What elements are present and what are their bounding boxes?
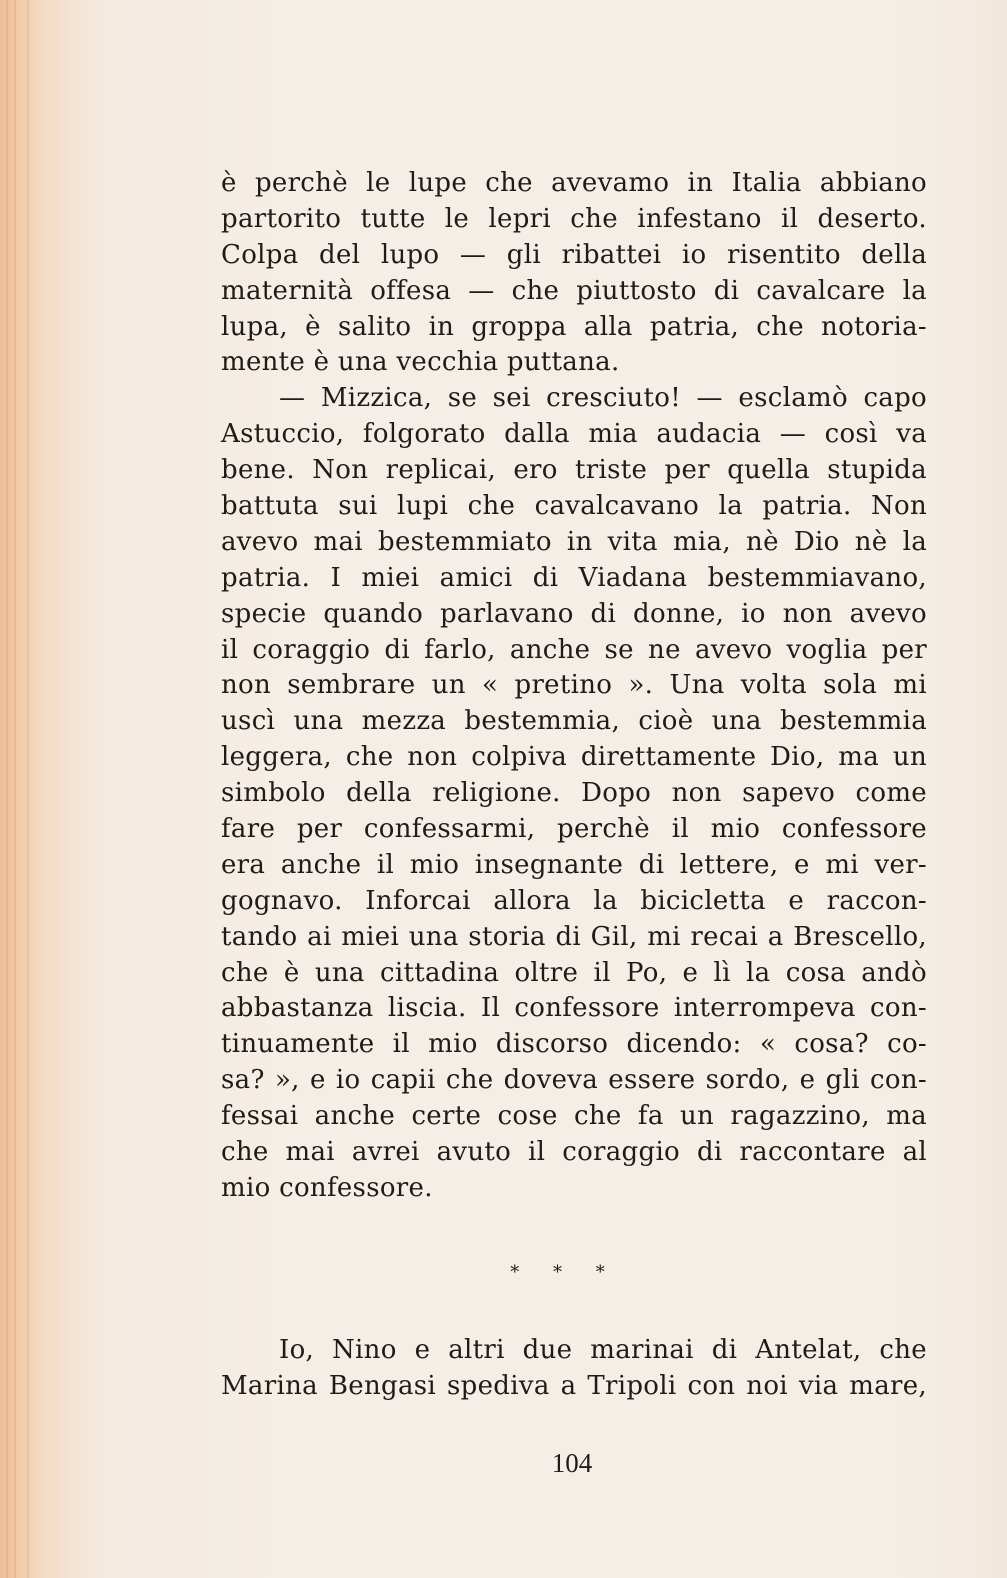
text-line: era anche il mio insegnante di lettere, e mi ver-	[221, 849, 927, 880]
text-line: non sembrare un « pretino ». Una volta sola mi	[221, 670, 927, 701]
text-line: specie quando parlavano di donne, io non avevo	[221, 598, 927, 629]
text-line: tando ai miei una storia di Gil, mi recai a Brescello,	[221, 921, 927, 952]
text-line: maternità offesa — che piuttosto di cavalcare la	[221, 275, 927, 306]
body-text	[221, 166, 927, 1207]
text-line: Colpa del lupo — gli ribattei io risentito della	[221, 239, 927, 270]
text-line: simbolo della religione. Dopo non sapevo come	[221, 778, 927, 809]
text-line: lupa, è salito in groppa alla patria, che notoria-	[221, 311, 927, 342]
page-edge-streak	[27, 0, 29, 1578]
text-line: che mai avrei avuto il coraggio di raccontare al	[221, 1137, 927, 1168]
page-edge-streak	[14, 0, 16, 1578]
section-separator: * * *	[510, 1262, 619, 1283]
text-line: — Mizzica, se sei cresciuto! — esclamò capo	[279, 383, 927, 414]
text-line: è perchè le lupe che avevamo in Italia abbiano	[221, 168, 927, 198]
text-line: Astuccio, folgorato dalla mia audacia — così va	[221, 419, 927, 450]
text-line: partorito tutte le lepri che infestano il deserto.	[221, 203, 927, 234]
text-line: sa? », e io capii che doveva essere sordo, e gli con-	[221, 1065, 927, 1096]
text-line: tinuamente il mio discorso dicendo: « cosa? co-	[221, 1029, 927, 1060]
text-line: battuta sui lupi che cavalcavano la patria. Non	[221, 491, 927, 522]
page-number: 104	[551, 1448, 593, 1478]
text-line: il coraggio di farlo, anche se ne avevo voglia per	[221, 634, 927, 665]
text-line: che è una cittadina oltre il Po, e lì la cosa andò	[221, 957, 927, 988]
text-line: avevo mai bestemmiato in vita mia, nè Dio nè la	[221, 526, 927, 557]
section-text	[221, 1333, 927, 1405]
text-line: mente è una vecchia puttana.	[221, 347, 620, 378]
text-line: gognavo. Inforcai allora la bicicletta e raccon-	[221, 885, 927, 916]
text-line: uscì una mezza bestemmia, cioè una bestemmia	[221, 706, 927, 737]
text-line: Io, Nino e altri due marinai di Antelat, che	[279, 1335, 927, 1365]
text-line: patria. I miei amici di Viadana bestemmiavano,	[221, 562, 927, 593]
text-line: abbastanza liscia. Il confessore interrompeva con-	[221, 993, 927, 1024]
text-line: bene. Non replicai, ero triste per quella stupida	[221, 455, 927, 486]
text-line: leggera, che non colpiva direttamente Dio, ma un	[221, 742, 927, 773]
text-line: fessai anche certe cose che fa un ragazzino, ma	[221, 1101, 927, 1132]
text-line: mio confessore.	[221, 1172, 433, 1203]
text-line: Marina Bengasi spediva a Tripoli con noi via mare,	[221, 1370, 927, 1401]
text-line: fare per confessarmi, perchè il mio confessore	[221, 814, 927, 845]
page-edge-streak	[6, 0, 8, 1578]
